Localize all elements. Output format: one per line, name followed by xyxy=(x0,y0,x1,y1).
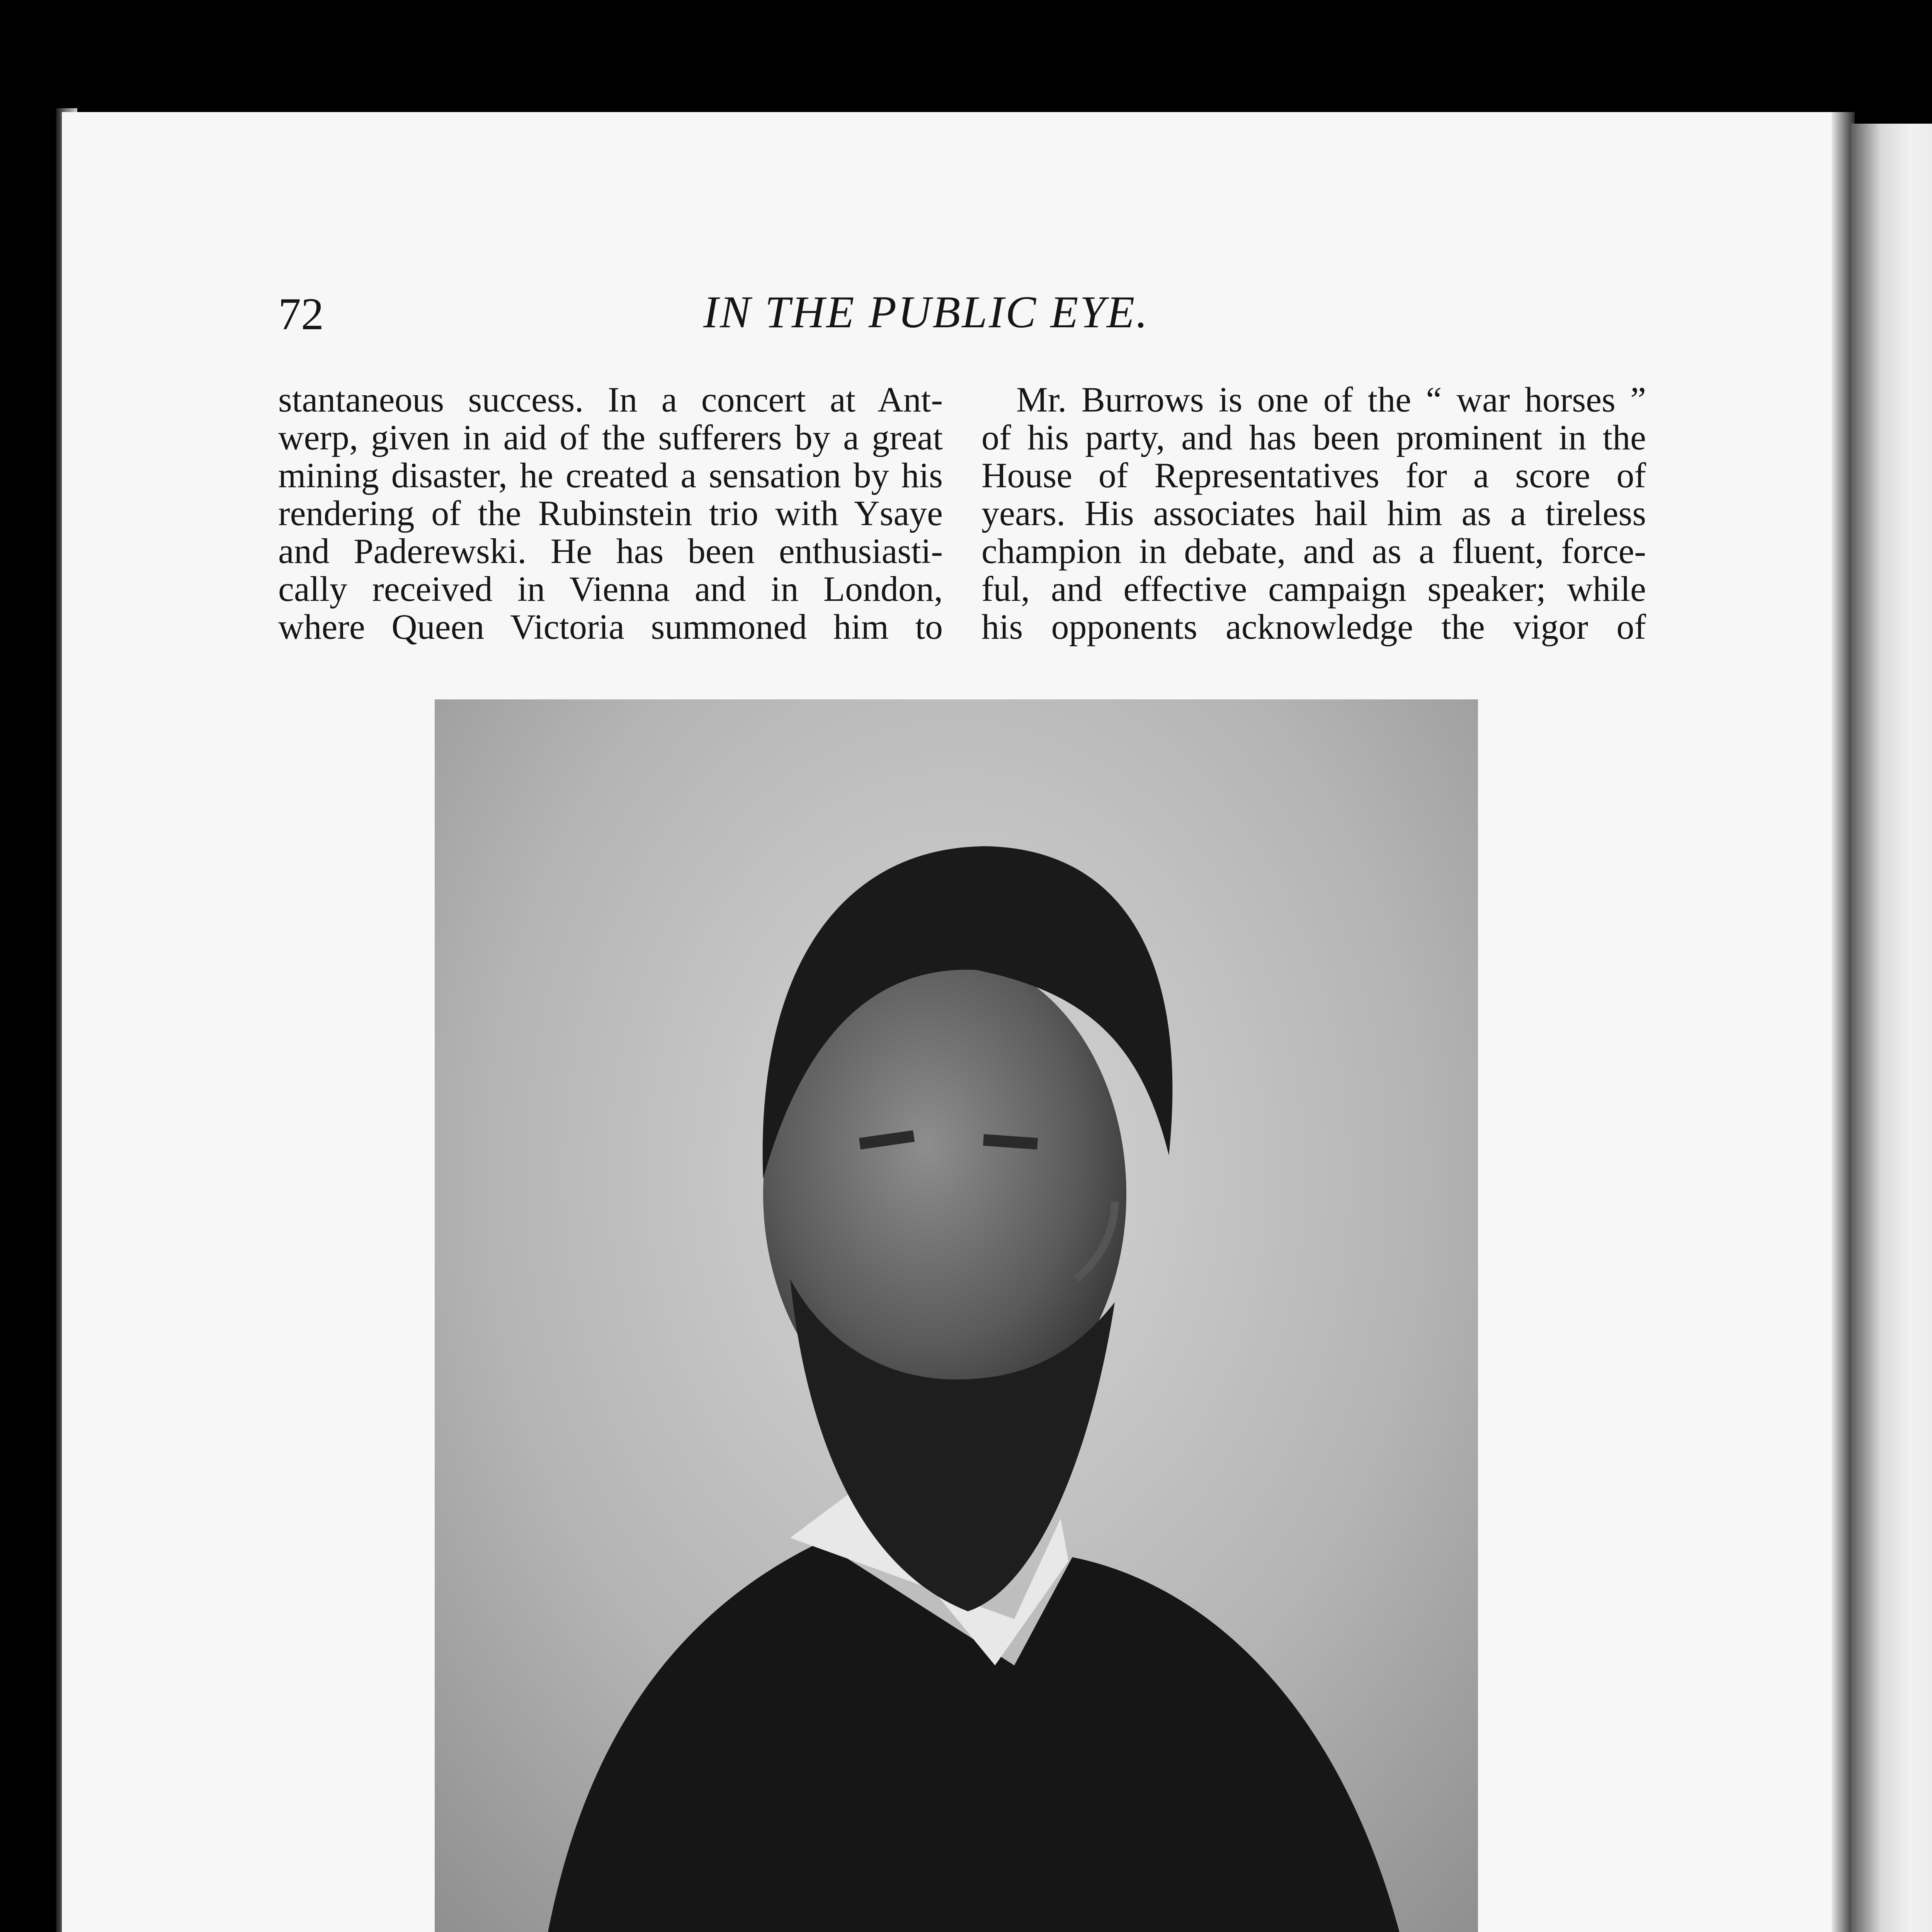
text-line: Mr. Burrows is one of the “ war horses ” xyxy=(1016,380,1646,419)
text-line: champion in debate, and as a fluent, force- xyxy=(981,531,1646,571)
next-page-edge xyxy=(1851,124,1932,1932)
running-head: IN THE PUBLIC EYE. xyxy=(703,287,1149,337)
text-line: years. His associates hail him as a tireless xyxy=(981,493,1646,533)
text-line: and Paderewski. He has been enthusiasti- xyxy=(278,531,943,571)
text-line: of his party, and has been prominent in the xyxy=(981,418,1646,457)
text-line: werp, given in aid of the sufferers by a great xyxy=(278,418,943,457)
text-line: cally received in Vienna and in London, xyxy=(278,569,943,609)
text-line: his opponents acknowledge the vigor of xyxy=(981,607,1646,646)
portrait-photograph xyxy=(435,699,1478,1932)
text-line: where Queen Victoria summoned him to xyxy=(278,607,943,646)
top-right-column xyxy=(981,381,1646,646)
page-number: 72 xyxy=(278,289,324,339)
top-left-column xyxy=(278,381,943,646)
text-line: House of Representatives for a score of xyxy=(981,456,1646,495)
text-line: ful, and effective campaign speaker; while xyxy=(981,569,1646,609)
portrait-illustration xyxy=(435,699,1478,1932)
text-line: rendering of the Rubinstein trio with Ysaye xyxy=(278,493,943,533)
text-line: stantaneous success. In a concert at Ant- xyxy=(278,380,943,419)
text-line: mining disaster, he created a sensation by his xyxy=(278,456,943,495)
